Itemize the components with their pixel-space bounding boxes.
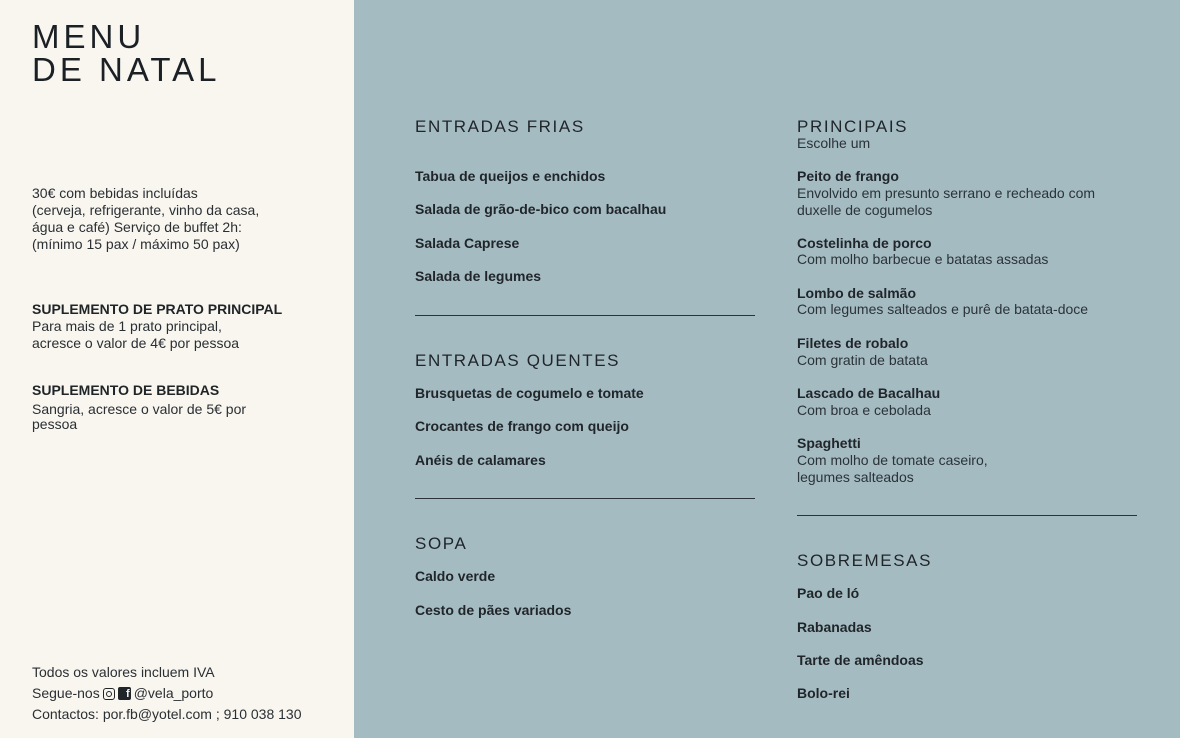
footer [32,662,302,725]
main-dish-desc-line: Com legumes salteados e purê de batata-doce [797,301,1089,317]
pricing-line: (mínimo 15 pax / máximo 50 pax) [32,236,240,252]
supplement-drinks-line: pessoa [32,416,78,432]
main-dish-desc [797,185,1137,219]
supplement-main-line: acresce o valor de 4€ por pessoa [32,335,240,351]
menu-title-line2: DE NATAL [32,51,221,88]
main-dish-desc-line: legumes salteados [797,469,914,485]
main-dish-name: Peito de frango [797,168,899,184]
supplement-drinks-heading: SUPLEMENTO DE BEBIDAS [32,382,220,398]
supplement-drinks-line: Sangria, acresce o valor de 5€ por [32,401,247,417]
pricing-line: (cerveja, refrigerante, vinho da casa, [32,202,260,218]
pricing-line: 30€ com bebidas incluídas [32,185,198,201]
main-dish-desc [797,352,1137,369]
main-dish-name: Filetes de robalo [797,335,909,351]
footer-social [32,683,302,704]
facebook-icon[interactable]: f [118,687,131,700]
menu-item: Cesto de pães variados [415,602,572,618]
section-entradas-frias-title: ENTRADAS FRIAS [415,117,585,136]
menu-item: Caldo verde [415,568,496,584]
menu-item: Rabanadas [797,619,872,635]
main-dish-desc-line: Com molho barbecue e batatas assadas [797,251,1049,267]
menu-item: Pao de ló [797,585,860,601]
menu-item: Bolo-rei [797,685,850,701]
main-dish-desc-line: Com broa e cebolada [797,402,931,418]
main-dish-desc-line: duxelle de cogumelos [797,202,933,218]
section-principais-title: PRINCIPAIS [797,117,909,136]
section-principais-subtitle: Escolhe um [797,135,871,151]
menu-item: Tarte de amêndoas [797,652,924,668]
supplement-drinks [32,382,322,430]
main-dish-desc-line: Com gratin de batata [797,352,928,368]
pricing-line: água e café) Serviço de buffet 2h: [32,219,242,235]
menu-item: Brusquetas de cogumelo e tomate [415,385,644,401]
menu-item: Salada Caprese [415,235,520,251]
main-dish-desc-line: Com molho de tomate caseiro, [797,452,988,468]
supplement-main-heading: SUPLEMENTO DE PRATO PRINCIPAL [32,301,283,317]
supplement-main-line: Para mais de 1 prato principal, [32,318,222,334]
section-entradas-quentes-title: ENTRADAS QUENTES [415,351,621,370]
menu-item: Crocantes de frango com queijo [415,418,629,434]
section-divider [415,498,755,499]
menu-item: Salada de legumes [415,268,542,284]
main-dish-name: Lascado de Bacalhau [797,385,941,401]
footer-vat: Todos os valores incluem IVA [32,664,215,680]
menu-title [32,20,220,86]
footer-contacts: Contactos: por.fb@yotel.com ; 910 038 130 [32,706,302,722]
section-divider [415,315,755,316]
follow-label: Segue-nos [32,685,100,701]
main-dish-desc [797,301,1137,318]
main-dish-desc [797,452,1137,486]
main-dish-desc-line: Envolvido em presunto serrano e recheado com [797,185,1096,201]
section-sobremesas-title: SOBREMESAS [797,551,933,570]
main-dish-name: Lombo de salmão [797,285,917,301]
section-sopa-title: SOPA [415,534,468,553]
menu-item: Tabua de queijos e enchidos [415,168,606,184]
left-panel [0,0,354,738]
pricing-info [32,185,322,253]
menu-item: Anéis de calamares [415,452,546,468]
main-dish-desc [797,402,1137,419]
main-dish-name: Costelinha de porco [797,235,932,251]
main-dish-desc [797,251,1137,268]
menu-item: Salada de grão-de-bico com bacalhau [415,201,667,217]
section-divider [797,515,1137,516]
social-handle[interactable]: @vela_porto [133,685,214,701]
instagram-icon[interactable] [103,688,115,700]
supplement-main [32,301,322,352]
main-dish-name: Spaghetti [797,435,861,451]
menu-title-line1: MENU [32,18,146,55]
